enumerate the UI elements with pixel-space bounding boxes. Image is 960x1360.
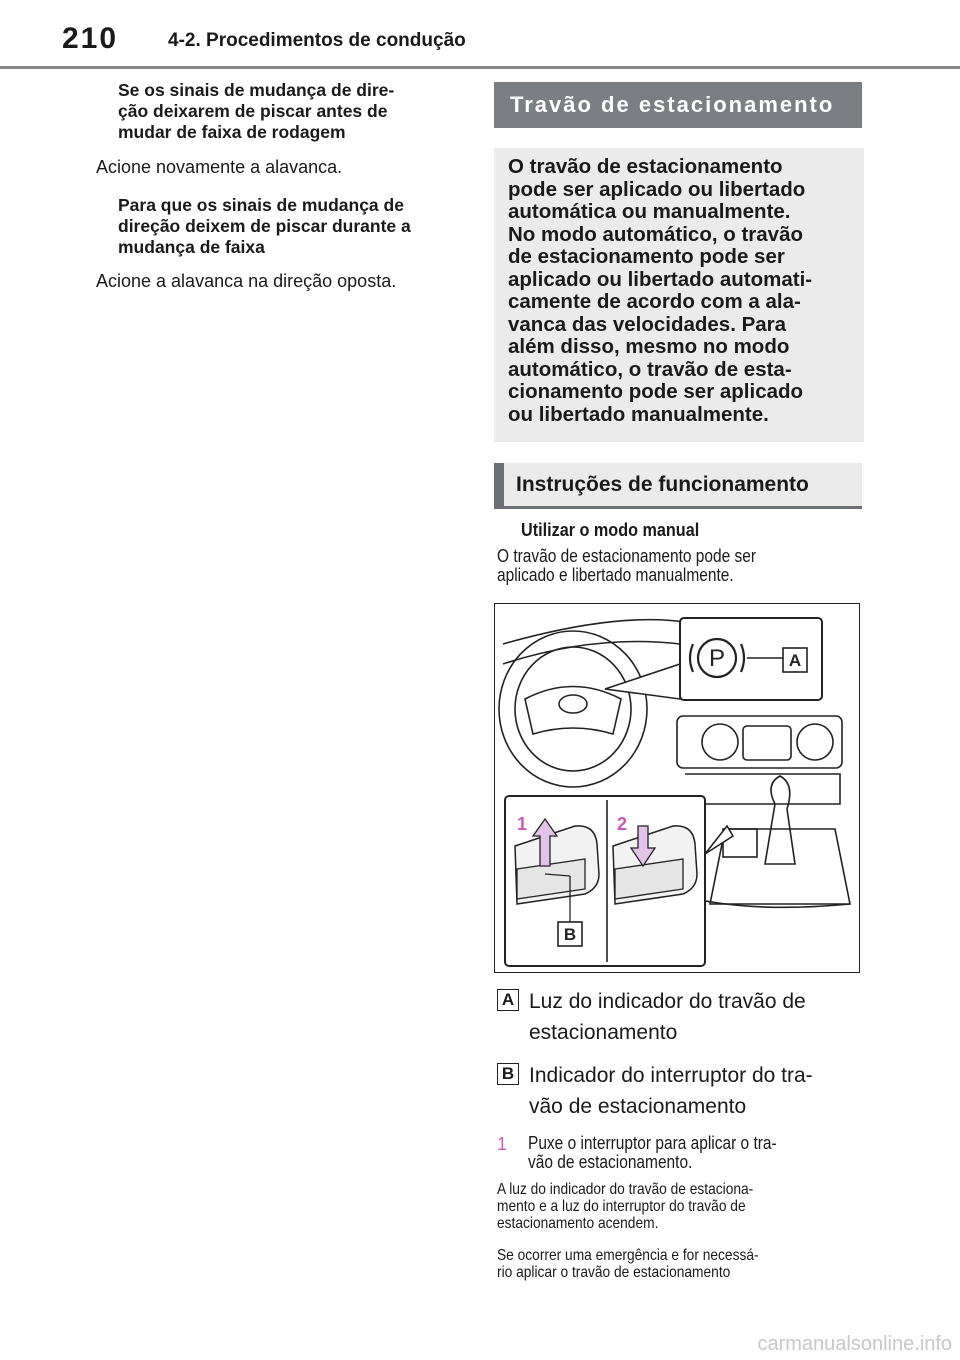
step-1-text	[528, 1134, 777, 1172]
intro-line: O travão de estacionamento	[508, 155, 783, 178]
intro-line: aplicado ou libertado automati-	[508, 267, 813, 291]
note-line: mento e a luz do interruptor do travão de	[497, 1198, 746, 1215]
intro-line: além disso, mesmo no modo	[508, 335, 790, 358]
def-line: estacionamento	[529, 1021, 678, 1044]
illustration-drawing	[495, 604, 858, 971]
parking-brake-illustration	[494, 603, 860, 973]
watermark: carmanualsonline.info	[757, 1333, 952, 1355]
step-line: vão de estacionamento.	[528, 1152, 693, 1172]
note-line: Se ocorrer uma emergência e for necessá-	[497, 1247, 759, 1264]
note-2	[497, 1247, 759, 1281]
turn-signal-heading-2	[118, 195, 411, 258]
intro-line: No modo automático, o travão	[508, 222, 803, 246]
heading-line: direção deixem de piscar durante a	[118, 216, 411, 236]
turn-signal-text-1: Acione novamente a alavanca.	[96, 157, 343, 177]
heading-line: mudar de faixa de rodagem	[118, 122, 346, 142]
p-symbol: P	[708, 645, 726, 672]
switch-callout	[505, 796, 733, 966]
def-line: Luz do indicador do travão de	[529, 990, 806, 1013]
note-line: rio aplicar o travão de estacionamento	[497, 1264, 731, 1281]
def-b-label: B	[497, 1063, 519, 1085]
steering-wheel	[499, 631, 647, 787]
intro-line: pode ser aplicado ou libertado	[508, 177, 806, 201]
heading-line: ção deixarem de piscar antes de	[118, 101, 388, 121]
intro-line: de estacionamento pode ser	[508, 245, 785, 268]
intro-box	[494, 148, 864, 442]
intro-line: cionamento pode ser aplicado	[508, 380, 804, 403]
heading-line: Para que os sinais de mudança de	[118, 195, 404, 215]
step-2-label: 2	[617, 814, 628, 834]
def-line: vão de estacionamento	[529, 1095, 747, 1118]
def-a-label: A	[497, 989, 519, 1011]
note-1	[497, 1181, 753, 1232]
def-a-text	[529, 986, 806, 1048]
def-b-text	[529, 1060, 813, 1122]
step-1-number: 1	[497, 1134, 508, 1154]
page-number: 210	[62, 22, 119, 55]
parking-brake-banner: Travão de estacionamento	[494, 82, 862, 128]
header-divider	[0, 66, 960, 69]
label-b: B	[563, 925, 577, 944]
text-line: aplicado e libertado manualmente.	[497, 565, 734, 585]
def-line: Indicador do interruptor do tra-	[529, 1064, 813, 1087]
instructions-banner: Instruções de funcionamento	[494, 463, 862, 509]
turn-signal-text-2: Acione a alavanca na direção oposta.	[96, 271, 397, 291]
text-line: O travão de estacionamento pode ser	[497, 546, 757, 566]
section-title: 4-2. Procedimentos de condução	[168, 30, 466, 51]
shift-lever	[765, 776, 795, 864]
intro-line: vanca das velocidades. Para	[508, 312, 787, 336]
heading-line: Se os sinais de mudança de dire-	[118, 80, 395, 100]
heading-line: mudança de faixa	[118, 237, 265, 257]
step-1-label: 1	[517, 814, 528, 834]
label-a: A	[788, 651, 802, 670]
intro-line: ou libertado manualmente.	[508, 402, 769, 426]
step-line: Puxe o interruptor para aplicar o tra-	[528, 1133, 777, 1153]
note-line: estacionamento acendem.	[497, 1215, 659, 1232]
note-line: A luz do indicador do travão de estaciona-	[497, 1181, 754, 1198]
turn-signal-heading-1	[118, 80, 394, 143]
intro-line: automática ou manualmente.	[508, 200, 791, 223]
intro-line: camente de acordo com a ala-	[508, 290, 801, 313]
dashboard-outline	[503, 620, 685, 644]
manual-mode-text	[497, 547, 756, 585]
manual-mode-heading: Utilizar o modo manual	[521, 520, 700, 540]
intro-line: automático, o travão de esta-	[508, 357, 792, 381]
